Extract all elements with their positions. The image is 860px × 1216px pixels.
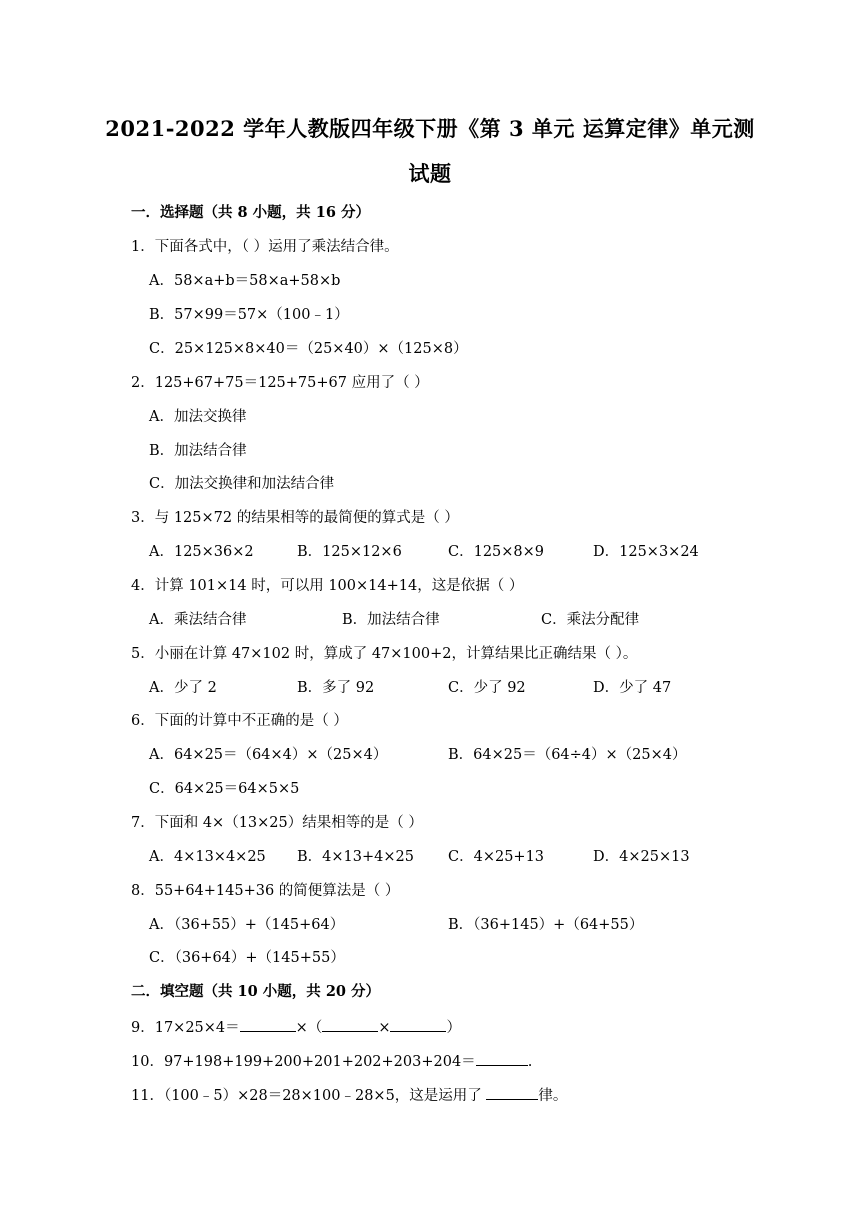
question-5-option-a: A．少了 2 bbox=[149, 680, 217, 696]
question-5-stem: 5．小丽在计算 47×102 时，算成了 47×100+2，计算结果比正确结果（ ）。 bbox=[131, 646, 638, 662]
question-7-option-c: C．4×25+13 bbox=[448, 849, 545, 865]
question-4-stem: 4．计算 101×14 时，可以用 100×14+14，这是依据（ ） bbox=[131, 578, 524, 594]
page-title-line-2: 试题 bbox=[408, 161, 452, 186]
question-3-option-d: D．125×3×24 bbox=[593, 544, 699, 560]
question-11-suffix: 律。 bbox=[538, 1088, 568, 1104]
question-9 bbox=[131, 1016, 461, 1038]
question-7-option-a: A．4×13×4×25 bbox=[149, 849, 266, 865]
question-9-prefix: 9．17×25×4＝ bbox=[131, 1020, 240, 1036]
question-3-option-c: C．125×8×9 bbox=[448, 544, 545, 560]
question-1-option-a: A．58×a+b＝58×a+58×b bbox=[149, 273, 341, 289]
answer-blank-9c[interactable] bbox=[390, 1016, 446, 1032]
question-9-mid-2: × bbox=[378, 1020, 391, 1036]
question-2-option-c: C．加法交换律和加法结合律 bbox=[149, 476, 335, 492]
question-7-option-d: D．4×25×13 bbox=[593, 849, 690, 865]
answer-blank-10[interactable] bbox=[476, 1050, 528, 1066]
question-5-option-d: D．少了 47 bbox=[593, 680, 672, 696]
question-4-option-c: C．乘法分配律 bbox=[541, 612, 640, 628]
question-2-option-b: B．加法结合律 bbox=[149, 443, 247, 459]
question-2-option-a: A．加法交换律 bbox=[149, 409, 247, 425]
question-10-suffix: . bbox=[527, 1054, 533, 1070]
question-9-mid-1: ×（ bbox=[295, 1020, 323, 1036]
question-1-option-b: B．57×99＝57×（100﹣1） bbox=[149, 307, 349, 323]
question-6-stem: 6．下面的计算中不正确的是（ ） bbox=[131, 713, 348, 729]
answer-blank-9a[interactable] bbox=[240, 1016, 296, 1032]
question-3-option-a: A．125×36×2 bbox=[149, 544, 254, 560]
question-8-option-c: C．（36+64）+（145+55） bbox=[149, 950, 345, 966]
question-7-option-b: B．4×13+4×25 bbox=[297, 849, 414, 865]
question-6-option-b: B．64×25＝（64÷4）×（25×4） bbox=[448, 747, 687, 763]
question-1-stem: 1．下面各式中，（ ）运用了乘法结合律。 bbox=[131, 239, 399, 255]
question-7-stem: 7．下面和 4×（13×25）结果相等的是（ ） bbox=[131, 815, 423, 831]
question-11 bbox=[131, 1084, 567, 1106]
question-1-option-c: C．25×125×8×40＝（25×40）×（125×8） bbox=[149, 341, 468, 357]
question-8-option-a: A．（36+55）+（145+64） bbox=[149, 917, 345, 933]
question-5-option-b: B．多了 92 bbox=[297, 680, 375, 696]
question-8-option-b: B．（36+145）+（64+55） bbox=[448, 917, 644, 933]
question-5-option-c: C．少了 92 bbox=[448, 680, 526, 696]
question-11-prefix: 11．（100﹣5）×28＝28×100﹣28×5，这是运用了 bbox=[131, 1088, 487, 1104]
question-4-option-b: B．加法结合律 bbox=[342, 612, 440, 628]
answer-blank-11[interactable] bbox=[486, 1084, 538, 1100]
section-heading-fill-in: 二．填空题（共 10 小题，共 20 分） bbox=[131, 983, 381, 1000]
question-10 bbox=[131, 1050, 532, 1072]
question-10-prefix: 10．97+198+199+200+201+202+203+204＝ bbox=[131, 1054, 476, 1070]
question-2-stem: 2．125+67+75＝125+75+67 应用了（ ） bbox=[131, 375, 429, 391]
section-heading-choice: 一．选择题（共 8 小题，共 16 分） bbox=[131, 204, 370, 221]
question-6-option-a: A．64×25＝（64×4）×（25×4） bbox=[149, 747, 388, 763]
question-8-stem: 8．55+64+145+36 的简便算法是（ ） bbox=[131, 883, 400, 899]
question-4-option-a: A．乘法结合律 bbox=[149, 612, 247, 628]
answer-blank-9b[interactable] bbox=[322, 1016, 378, 1032]
question-9-suffix: ） bbox=[446, 1020, 461, 1036]
page-title-line-1: 2021-2022 学年人教版四年级下册《第 3 单元 运算定律》单元测 bbox=[105, 116, 755, 141]
question-3-option-b: B．125×12×6 bbox=[297, 544, 402, 560]
question-6-option-c: C．64×25＝64×5×5 bbox=[149, 781, 300, 797]
question-3-stem: 3．与 125×72 的结果相等的最简便的算式是（ ） bbox=[131, 510, 459, 526]
